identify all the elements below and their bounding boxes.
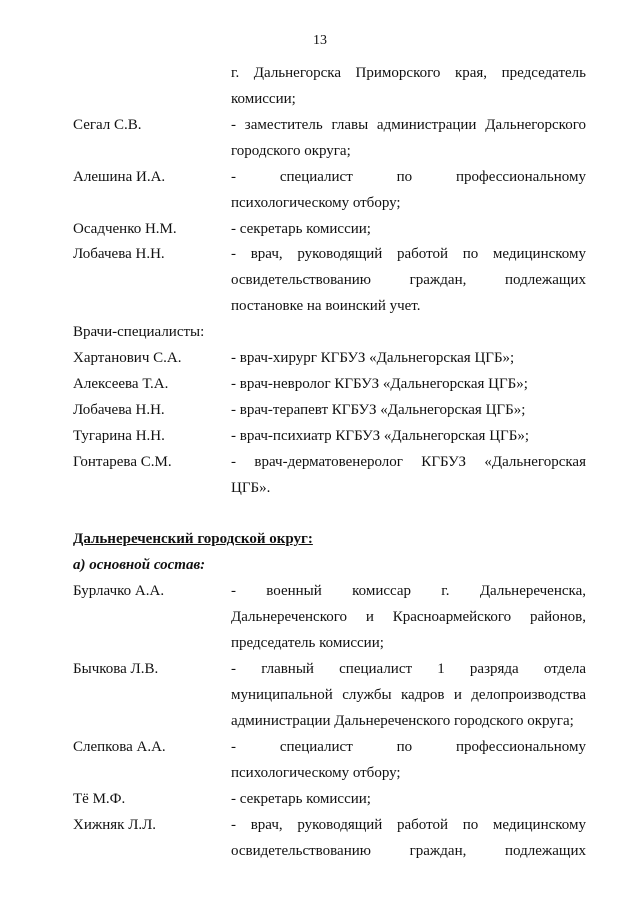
member-role <box>231 216 586 242</box>
specialist-role <box>231 449 586 501</box>
member-role <box>231 812 586 864</box>
role-line: - врач-психиатр КГБУЗ «Дальнегорская ЦГБ»; <box>231 428 529 444</box>
role-line: председатель комиссии; <box>231 635 384 651</box>
role-line: освидетельствованию граждан, подлежащих <box>231 272 586 288</box>
role-line: - врач-терапевт КГБУЗ «Дальнегорская ЦГБ»; <box>231 402 526 418</box>
specialist-role <box>231 397 586 423</box>
member-role <box>231 656 586 734</box>
role-line: психологическому отбору; <box>231 765 401 781</box>
continuation-text <box>231 60 586 112</box>
specialists-label: Врачи-специалисты: <box>73 324 205 340</box>
member-role <box>231 112 586 164</box>
role-line: - врач-хирург КГБУЗ «Дальнегорская ЦГБ»; <box>231 350 515 366</box>
role-line: постановке на воинский учет. <box>231 298 421 314</box>
member-role <box>231 164 586 216</box>
member-name: Лобачева Н.Н. <box>73 246 165 262</box>
member-role <box>231 241 586 319</box>
role-line: администрации Дальнереченского городского округа; <box>231 713 574 729</box>
section-subtitle: а) основной состав: <box>73 557 206 573</box>
member-name: Сегал С.В. <box>73 117 142 133</box>
role-line: - военный комиссар г. Дальнереченска, <box>231 583 586 599</box>
member-name: Алешина И.А. <box>73 169 166 185</box>
role-line: - специалист по профессиональному <box>231 169 586 185</box>
specialist-name: Алексеева Т.А. <box>73 376 169 392</box>
role-line: психологическому отбору; <box>231 195 401 211</box>
specialist-role <box>231 371 586 397</box>
role-line: ЦГБ». <box>231 480 271 496</box>
role-line: - секретарь комиссии; <box>231 791 371 807</box>
member-name: Слепкова А.А. <box>73 739 166 755</box>
role-line: освидетельствованию граждан, подлежащих <box>231 843 586 859</box>
specialist-role <box>231 345 586 371</box>
specialist-name: Хартанович С.А. <box>73 350 182 366</box>
member-name: Бычкова Л.В. <box>73 661 159 677</box>
specialist-role <box>231 423 586 449</box>
specialist-name: Лобачева Н.Н. <box>73 402 165 418</box>
member-name: Хижняк Л.Л. <box>73 817 157 833</box>
continuation-line: комиссии; <box>231 91 296 107</box>
member-role <box>231 786 586 812</box>
page-number: 13 <box>313 33 327 48</box>
member-role <box>231 734 586 786</box>
member-role <box>231 578 586 656</box>
member-name: Осадченко Н.М. <box>73 221 177 237</box>
role-line: - заместитель главы администрации Дальнегорского <box>231 117 586 133</box>
role-line: - специалист по профессиональному <box>231 739 586 755</box>
specialist-name: Гонтарева С.М. <box>73 454 172 470</box>
specialist-name: Тугарина Н.Н. <box>73 428 165 444</box>
role-line: - главный специалист 1 разряда отдела <box>231 661 586 677</box>
member-name: Тё М.Ф. <box>73 791 126 807</box>
continuation-line: г. Дальнегорска Приморского края, председатель <box>231 65 586 81</box>
member-name: Бурлачко А.А. <box>73 583 165 599</box>
role-line: городского округа; <box>231 143 351 159</box>
role-line: - врач, руководящий работой по медицинскому <box>231 246 586 262</box>
role-line: Дальнереченского и Красноармейского районов, <box>231 609 586 625</box>
role-line: - секретарь комиссии; <box>231 221 371 237</box>
section-title: Дальнереченский городской округ: <box>73 531 313 547</box>
role-line: муниципальной службы кадров и делопроизводства <box>231 687 586 703</box>
role-line: - врач, руководящий работой по медицинскому <box>231 817 586 833</box>
role-line: - врач-дерматовенеролог КГБУЗ «Дальнегорская <box>231 454 586 470</box>
role-line: - врач-невролог КГБУЗ «Дальнегорская ЦГБ»; <box>231 376 528 392</box>
